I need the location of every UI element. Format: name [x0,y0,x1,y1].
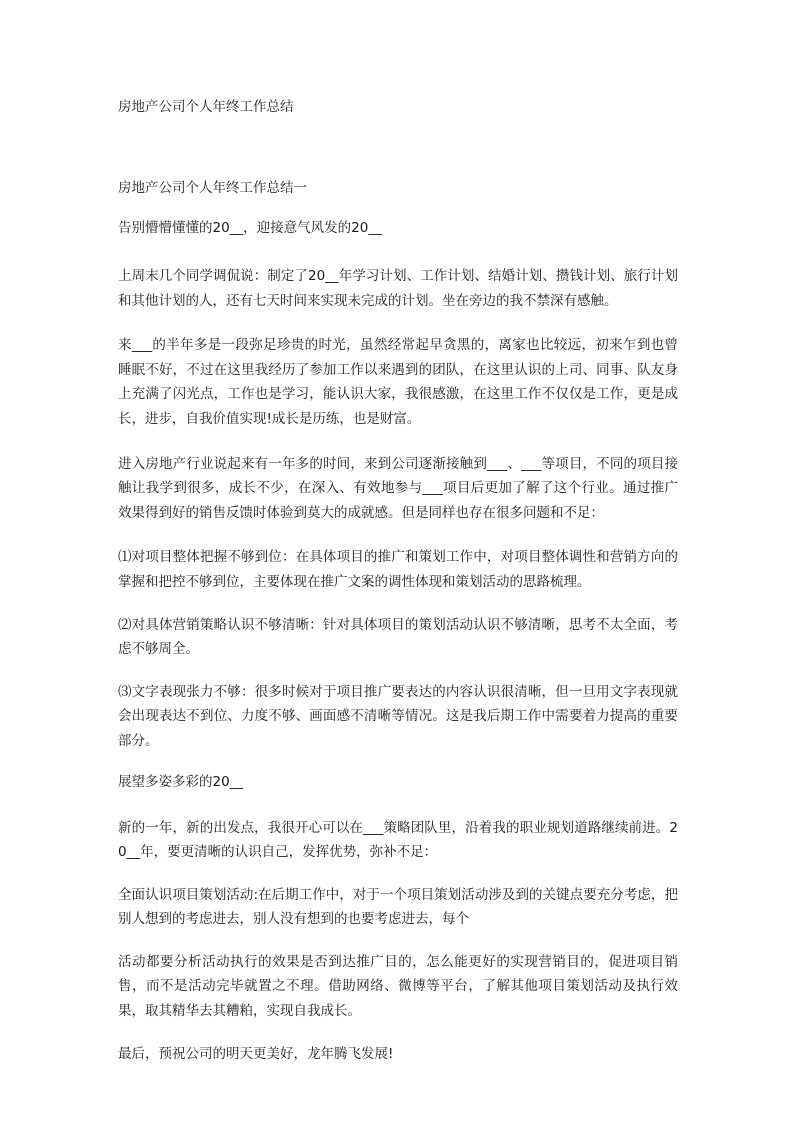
paragraph-intro: 上周末几个同学调侃说：制定了20__年学习计划、工作计划、结婚计划、攒钱计划、旅行计划和其他计划的人，还有七天时间来实现未完成的计划。坐在旁边的我不禁深有感触。 [118,268,678,309]
subheading-farewell: 告别懵懵懂懂的20__，迎接意气风发的20__ [118,220,382,236]
document-title: 房地产公司个人年终工作总结 [118,99,294,115]
list-item-problem-1: ⑴对项目整体把握不够到位：在具体项目的推广和策划工作中，对项目整体调性和营销方向的掌握和把控不够到位，主要体现在推广文案的调性体现和策划活动的思路梳理。 [118,549,678,590]
section-heading: 房地产公司个人年终工作总结一 [118,180,307,196]
list-item-problem-2: ⑵对具体营销策略认识不够清晰：针对具体项目的策划活动认识不够清晰，思考不太全面，考虑不够周全。 [118,616,678,658]
paragraph-planning: 全面认识项目策划活动:在后期工作中，对于一个项目策划活动涉及到的关键点要充分考虑，把别人想到的考虑进去，别人没有想到的也要考虑进去，每个 [118,886,678,928]
paragraph-closing: 最后，预祝公司的明天更美好，龙年腾飞发展! [118,1045,394,1062]
paragraph-activities: 活动都要分析活动执行的效果是否到达推广目的，怎么能更好的实现营销目的，促进项目销售，而不是活动完毕就置之不理。借助网络、微博等平台，了解其他项目策划活动及执行效果，取其精华去其糟粕，实现自我成长。 [118,953,678,1020]
list-item-problem-3: ⑶文字表现张力不够：很多时候对于项目推广要表达的内容认识很清晰，但一旦用文字表现就会出现表达不到位、力度不够、画面感不清晰等情况。这是我后期工作中需要着力提高的重要部分。 [118,683,678,749]
subheading-outlook: 展望多姿多彩的20__ [118,773,244,790]
paragraph-new-year: 新的一年，新的出发点，我很开心可以在___策略团队里，沿着我的职业规划道路继续前进。20__年，要更清晰的认识自己，发挥优势，弥补不足： [118,819,678,861]
paragraph-half-year: 来___的半年多是一段弥足珍贵的时光，虽然经常起早贪黑的，离家也比较远，初来乍到也曾睡眠不好，不过在这里我经历了参加工作以来遇到的团队，在这里认识的上司、同事、队友身上充满了闪光点，工作也是学习，能认识大家，我很感激，在这里工作不仅仅是工作，更是成长，进步，自我价值实现!成长是历练，也是财富。 [118,337,678,427]
paragraph-industry: 进入房地产行业说起来有一年多的时间，来到公司逐渐接触到___、___等项目，不同的项目接触让我学到很多，成长不少，在深入、有效地参与___项目后更加了解了这个行业。通过推广效果得到好的销售反馈时体验到莫大的成就感。但是同样也存在很多问题和不足： [118,455,678,521]
document-body [118,178,678,1066]
